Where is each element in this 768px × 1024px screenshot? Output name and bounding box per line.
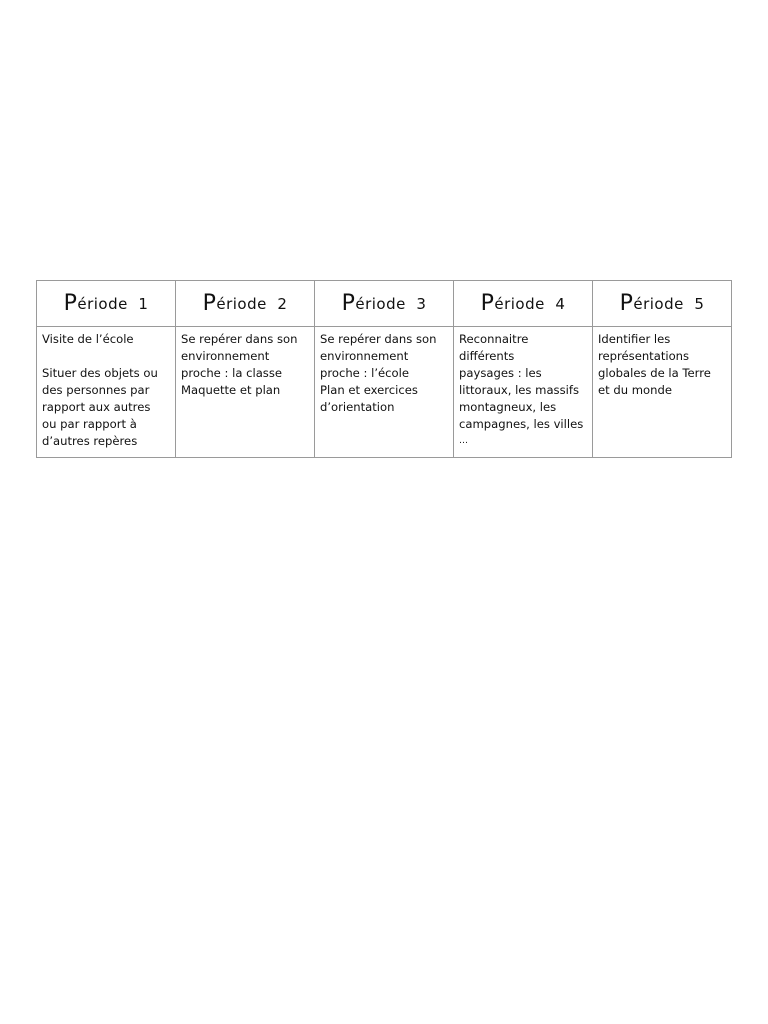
cell-line: Identifier les xyxy=(598,332,671,346)
header-number: 3 xyxy=(416,295,427,313)
cell-line: Maquette et plan xyxy=(181,383,281,397)
cell-periode-3 xyxy=(315,327,454,458)
header-word: ériode xyxy=(216,295,267,313)
paragraph-gap xyxy=(42,348,170,365)
cell-line: ou par rapport à xyxy=(42,417,137,431)
periods-table xyxy=(36,280,732,458)
header-number: 1 xyxy=(138,295,149,313)
cell-line: Situer des objets ou xyxy=(42,366,158,380)
header-initial: P xyxy=(341,291,356,316)
cell-line: campagnes, les villes xyxy=(459,417,584,431)
header-number: 2 xyxy=(277,295,288,313)
cell-line: d’autres repères xyxy=(42,434,138,448)
cell-ellipsis: … xyxy=(459,436,468,446)
header-periode-4 xyxy=(454,281,593,327)
cell-periode-4 xyxy=(454,327,593,458)
cell-line: différents xyxy=(459,349,515,363)
cell-line: des personnes par xyxy=(42,383,150,397)
cell-line: Se repérer dans son xyxy=(320,332,437,346)
cell-line: Reconnaitre xyxy=(459,332,529,346)
content-row xyxy=(37,327,732,458)
header-number: 5 xyxy=(694,295,705,313)
cell-periode-1 xyxy=(37,327,176,458)
header-initial: P xyxy=(63,291,78,316)
cell-line: paysages : les xyxy=(459,366,542,380)
cell-line: littoraux, les massifs xyxy=(459,383,579,397)
header-word: ériode xyxy=(77,295,128,313)
cell-line: Se repérer dans son xyxy=(181,332,298,346)
header-word: ériode xyxy=(494,295,545,313)
cell-line: d’orientation xyxy=(320,400,395,414)
cell-line: rapport aux autres xyxy=(42,400,151,414)
cell-line: Visite de l’école xyxy=(42,332,134,346)
header-row xyxy=(37,281,732,327)
header-initial: P xyxy=(202,291,217,316)
cell-line: montagneux, les xyxy=(459,400,557,414)
cell-line: globales de la Terre xyxy=(598,366,711,380)
cell-line: et du monde xyxy=(598,383,672,397)
header-initial: P xyxy=(619,291,634,316)
cell-line: proche : la classe xyxy=(181,366,283,380)
header-periode-3 xyxy=(315,281,454,327)
header-number: 4 xyxy=(555,295,566,313)
header-word: ériode xyxy=(633,295,684,313)
header-initial: P xyxy=(480,291,495,316)
cell-periode-2 xyxy=(176,327,315,458)
header-periode-2 xyxy=(176,281,315,327)
header-periode-5 xyxy=(593,281,732,327)
cell-line: environnement xyxy=(181,349,270,363)
cell-line: représentations xyxy=(598,349,690,363)
cell-line: environnement xyxy=(320,349,409,363)
cell-line: proche : l’école xyxy=(320,366,409,380)
header-word: ériode xyxy=(355,295,406,313)
cell-periode-5 xyxy=(593,327,732,458)
cell-line: Plan et exercices xyxy=(320,383,418,397)
header-periode-1 xyxy=(37,281,176,327)
